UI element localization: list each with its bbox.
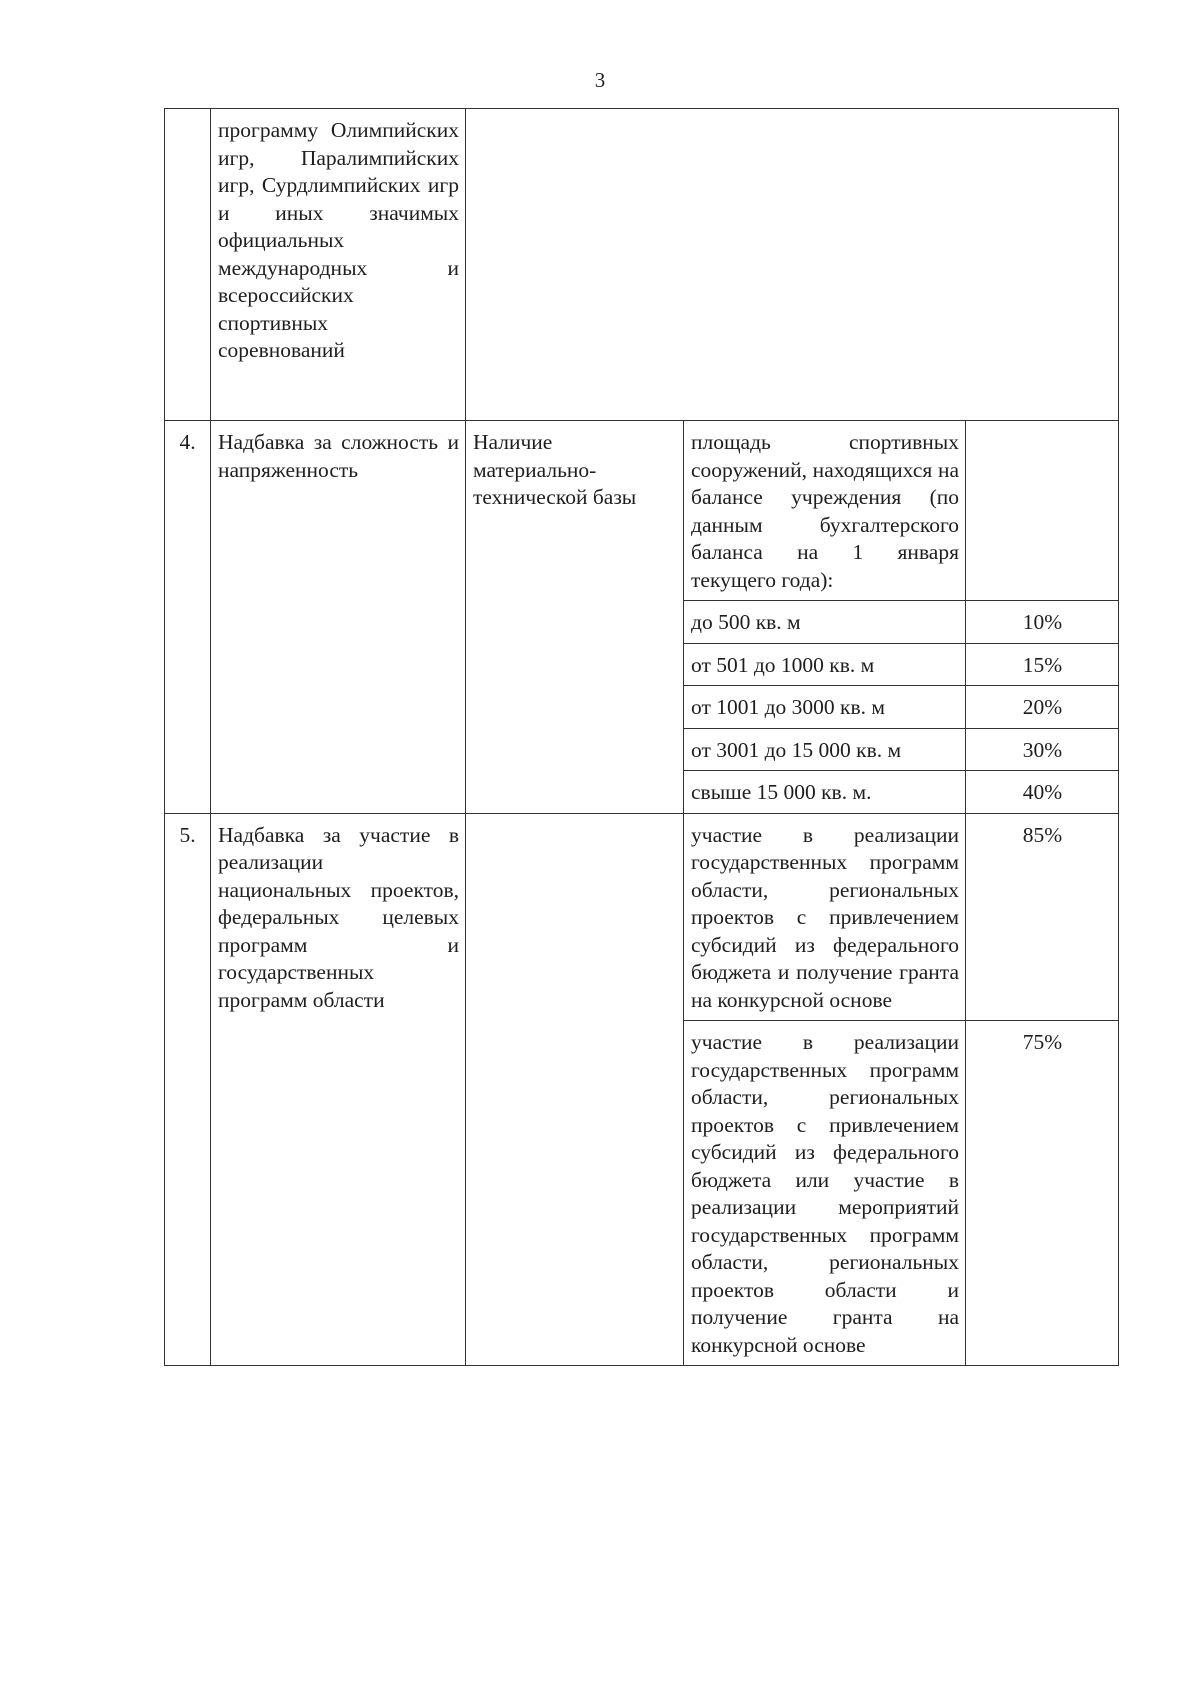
continued-blank-cell xyxy=(466,109,1119,421)
continued-number-cell xyxy=(165,109,211,421)
row-5-first xyxy=(165,813,1119,1021)
row-4-indicator-value-blank xyxy=(966,421,1119,601)
condition-text: участие в реализации государственных программ области, региональных проектов с привлечением субсидий из федерального бюджета и получение гранта на конкурсной основе xyxy=(684,813,966,1021)
condition-text: свыше 15 000 кв. м. xyxy=(684,771,966,814)
row-4-name: Надбавка за сложность и напряженность xyxy=(211,421,466,814)
condition-value: 40% xyxy=(966,771,1119,814)
row-5-name: Надбавка за участие в реализации национальных проектов, федеральных целевых программ и государственных программ области xyxy=(211,813,466,1366)
condition-value: 75% xyxy=(966,1021,1119,1366)
row-4-indicator-header: площадь спортивных сооружений, находящихся на балансе учреждения (по данным бухгалтерского баланса на 1 января текущего года): xyxy=(684,421,966,601)
condition-text: от 3001 до 15 000 кв. м xyxy=(684,728,966,771)
continued-name-cell: программу Олимпийских игр, Паралимпийских игр, Сурдлимпийских игр и иных значимых официальных международных и всероссийских спортивных соревнований xyxy=(211,109,466,421)
condition-value: 10% xyxy=(966,601,1119,644)
condition-value: 20% xyxy=(966,686,1119,729)
page-number: 3 xyxy=(594,68,606,92)
allowance-table xyxy=(164,108,1119,1366)
row-4-number: 4. xyxy=(165,421,211,814)
continued-row xyxy=(165,109,1119,421)
row-4-criterion: Наличие материально-технической базы xyxy=(466,421,684,814)
row-5-number: 5. xyxy=(165,813,211,1366)
row-5-criterion xyxy=(466,813,684,1366)
condition-text: от 501 до 1000 кв. м xyxy=(684,643,966,686)
condition-value: 85% xyxy=(966,813,1119,1021)
condition-value: 15% xyxy=(966,643,1119,686)
row-4-header xyxy=(165,421,1119,601)
condition-text: до 500 кв. м xyxy=(684,601,966,644)
condition-text: от 1001 до 3000 кв. м xyxy=(684,686,966,729)
condition-text: участие в реализации государственных программ области, региональных проектов с привлечением субсидий из федерального бюджета или участие в реализации мероприятий государственных программ области, региональных проектов области и получение гранта на конкурсной основе xyxy=(684,1021,966,1366)
condition-value: 30% xyxy=(966,728,1119,771)
